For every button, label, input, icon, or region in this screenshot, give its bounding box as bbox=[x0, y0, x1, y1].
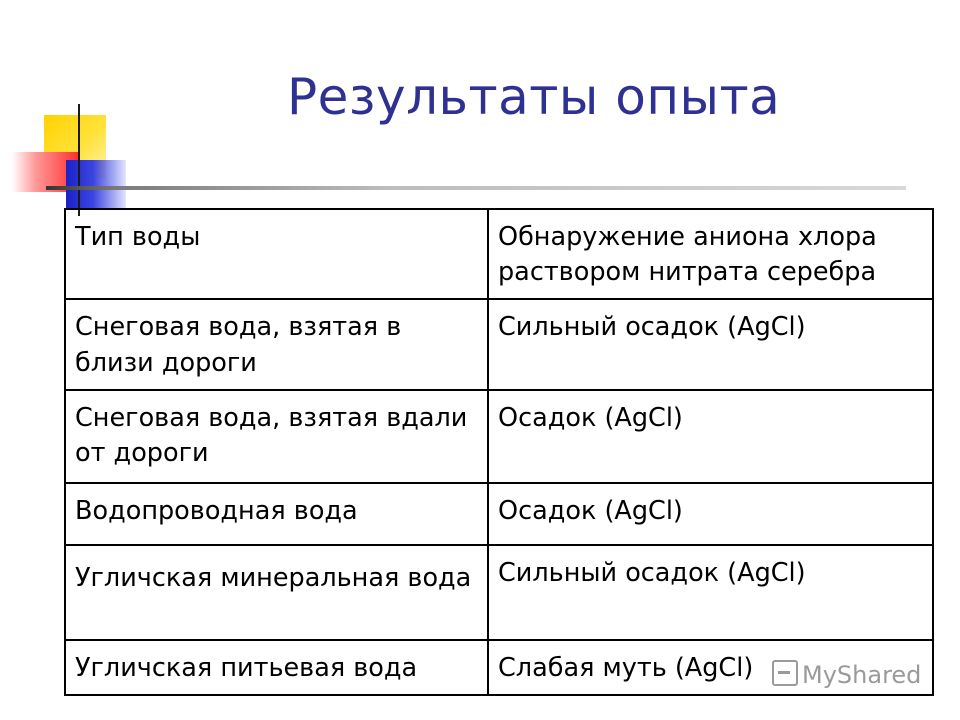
results-table bbox=[64, 208, 934, 696]
decorative-vertical-line bbox=[78, 104, 80, 216]
table-row bbox=[65, 545, 933, 640]
result-cell: Слабая муть (AgCl) bbox=[488, 640, 933, 695]
result-cell: Осадок (AgCl) bbox=[488, 390, 933, 483]
presentation-icon bbox=[772, 660, 798, 686]
table-row bbox=[65, 299, 933, 389]
watermark bbox=[772, 660, 921, 689]
table-row bbox=[65, 483, 933, 545]
water-type-cell: Угличская минеральная вода bbox=[65, 545, 488, 640]
header-cell-water-type: Тип воды bbox=[65, 209, 488, 299]
decorative-blue-square bbox=[66, 160, 126, 210]
watermark-text: MyShared bbox=[802, 661, 922, 689]
result-cell: Сильный осадок (AgCl) bbox=[488, 299, 933, 389]
title-underline bbox=[46, 186, 906, 190]
result-cell: Сильный осадок (AgCl) bbox=[488, 545, 933, 640]
water-type-cell: Водопроводная вода bbox=[65, 483, 488, 545]
table-row bbox=[65, 390, 933, 483]
result-cell: Осадок (AgCl) bbox=[488, 483, 933, 545]
water-type-cell: Снеговая вода, взятая в близи дороги bbox=[65, 299, 488, 389]
header-cell-detection: Обнаружение аниона хлора раствором нитрата серебра bbox=[488, 209, 933, 299]
table-header-row bbox=[65, 209, 933, 299]
water-type-cell: Угличская питьевая вода bbox=[65, 640, 488, 695]
slide-title: Результаты опыта bbox=[287, 68, 781, 126]
water-type-cell: Снеговая вода, взятая вдали от дороги bbox=[65, 390, 488, 483]
